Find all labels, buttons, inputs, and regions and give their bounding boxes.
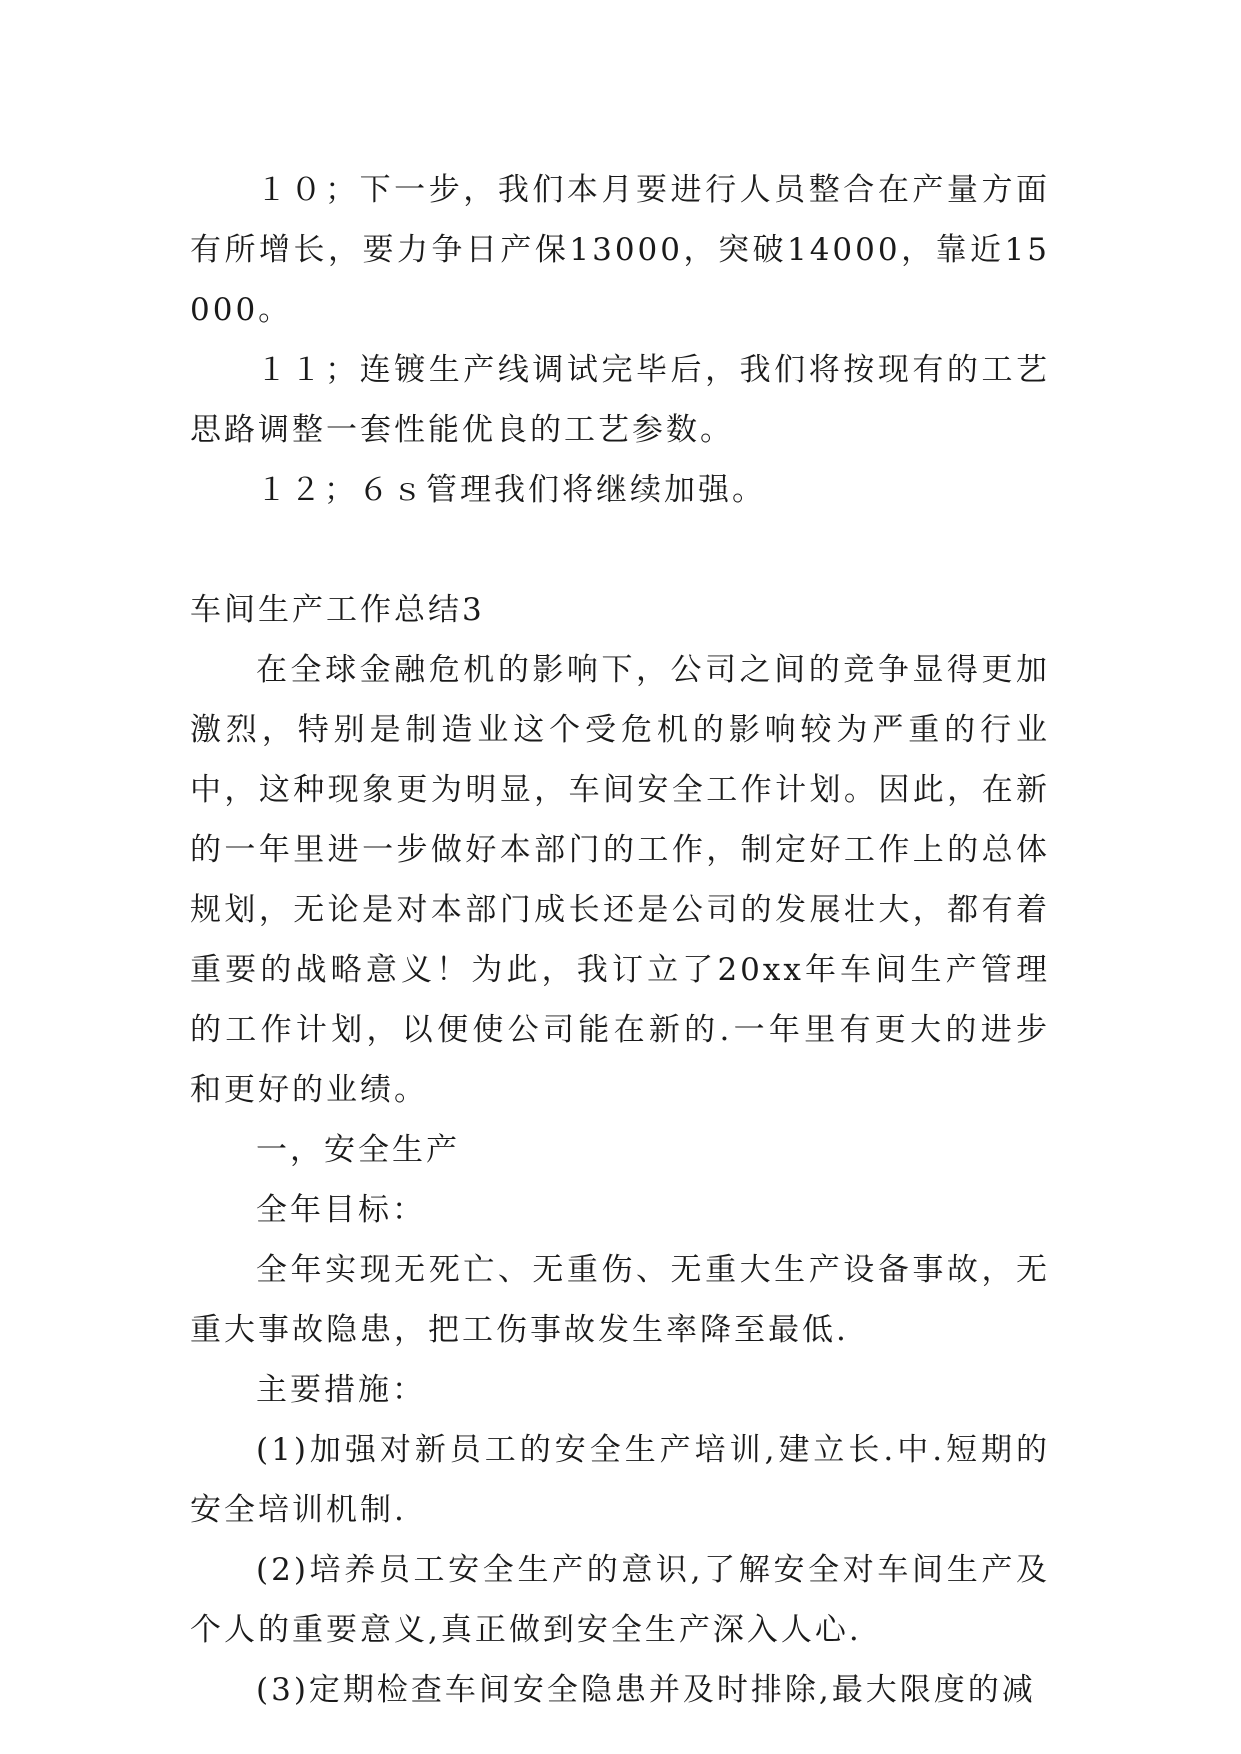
paragraph-item-11: １１；连镀生产线调试完毕后，我们将按现有的工艺思路调整一套性能优良的工艺参数。 bbox=[190, 352, 1050, 448]
paragraph-item-12: １２；６ｓ管理我们将继续加强。 bbox=[256, 472, 766, 508]
section-heading-safety: 一，安全生产 bbox=[256, 1132, 460, 1168]
intro-paragraph: 在全球金融危机的影响下，公司之间的竞争显得更加激烈，特别是制造业这个受危机的影响较为严重的行业中，这种现象更为明显，车间安全工作计划。因此，在新的一年里进一步做好本部门的工作，制定好工作上的总体规划，无论是对本部门成长还是公司的发展壮大，都有着重要的战略意义！为此，我订立了20xx年车间生产管理的工作计划，以便使公司能在新的.一年里有更大的进步和更好的业绩。 bbox=[190, 652, 1050, 1108]
annual-goal-label: 全年目标： bbox=[256, 1192, 426, 1228]
measure-item-2: (2)培养员工安全生产的意识,了解安全对车间生产及个人的重要意义,真正做到安全生产深入人心. bbox=[190, 1552, 1050, 1648]
measures-label: 主要措施： bbox=[256, 1372, 426, 1408]
section-title: 车间生产工作总结3 bbox=[190, 592, 485, 628]
measure-item-3: (3)定期检查车间安全隐患并及时排除,最大限度的减 bbox=[256, 1672, 1036, 1708]
measure-item-1: (1)加强对新员工的安全生产培训,建立长.中.短期的安全培训机制. bbox=[190, 1432, 1050, 1528]
paragraph-item-10: １０；下一步，我们本月要进行人员整合在产量方面有所增长，要力争日产保13000，突破14000，靠近15000。 bbox=[190, 172, 1050, 328]
annual-goal-text: 全年实现无死亡、无重伤、无重大生产设备事故，无重大事故隐患，把工伤事故发生率降至最低. bbox=[190, 1252, 1050, 1348]
document-body bbox=[190, 160, 1050, 1720]
